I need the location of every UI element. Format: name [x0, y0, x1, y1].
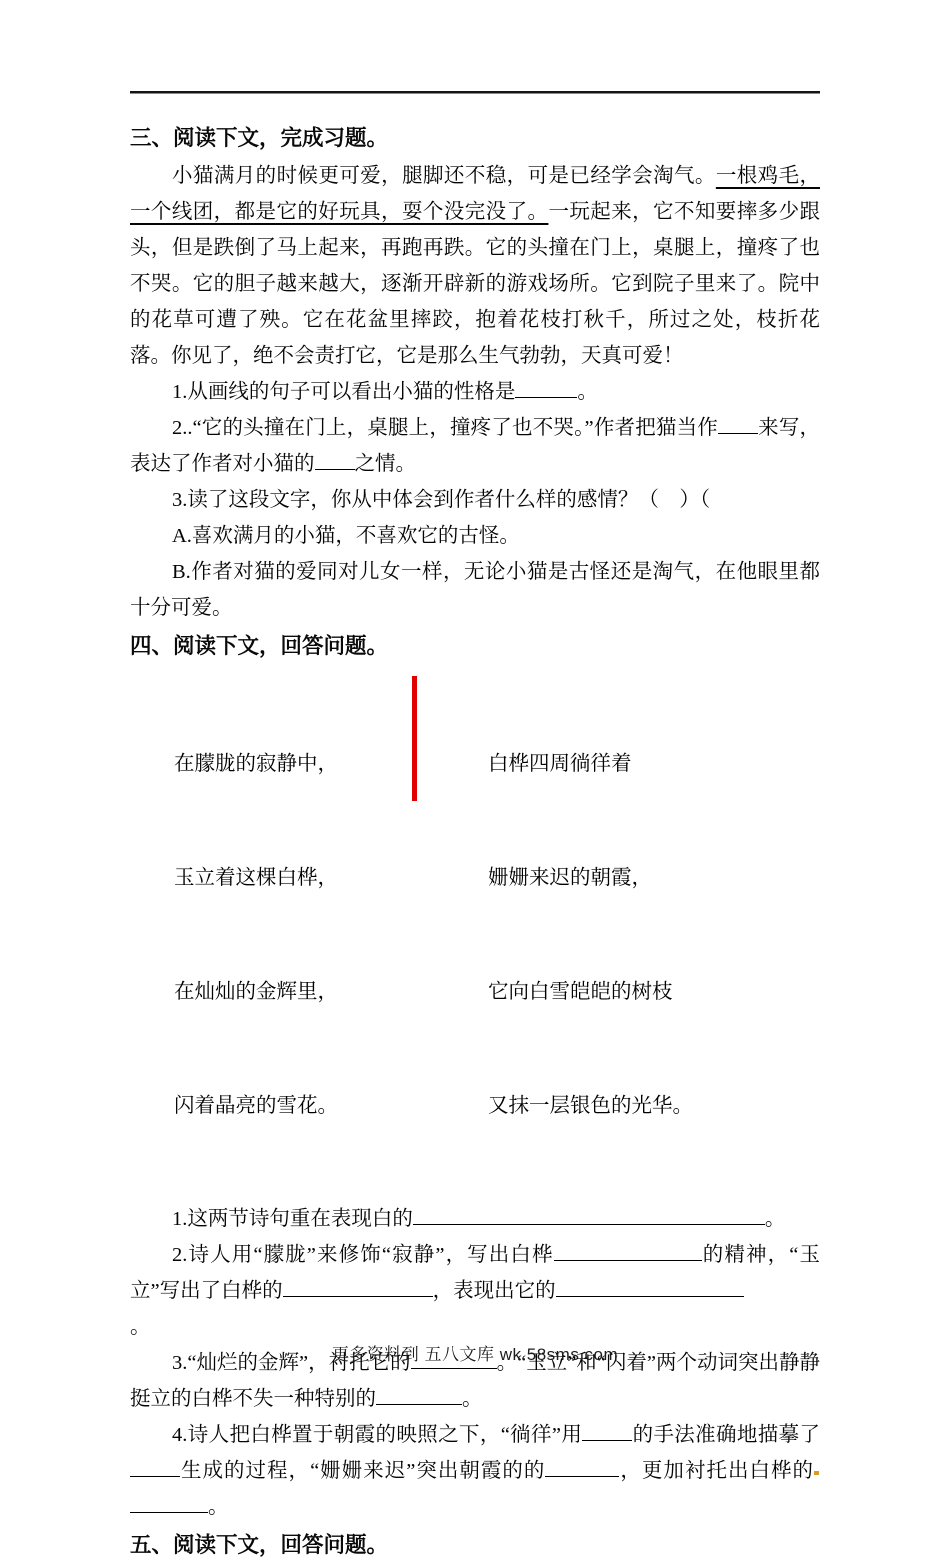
question-text: 的手法准确地描摹了: [632, 1424, 820, 1446]
poem-line: 玉立着这棵白桦，: [174, 867, 338, 889]
red-divider-line: [412, 676, 417, 801]
orange-mark-dot: [814, 1471, 819, 1475]
fill-in-blank: [130, 1457, 180, 1477]
fill-in-blank: [545, 1457, 619, 1477]
section-4-question-2-period: 。: [130, 1316, 151, 1338]
question-text: 4.诗人把白桦置于朝霞的映照之下，“徜徉”用: [172, 1424, 583, 1446]
fill-in-blank: [283, 1277, 433, 1297]
section-4-question-4: [130, 1417, 820, 1525]
poem-line: 白桦四周徜徉着: [488, 753, 632, 775]
section-3-option-b: B.作者对猫的爱同对儿女一样，无论小猫是古怪还是淘气，在他眼里都十分可爱。: [130, 561, 820, 619]
poem-line: 在灿灿的金辉里，: [174, 981, 338, 1003]
fill-in-blank: [376, 1385, 462, 1405]
question-text: 来写，表达了作者对小猫的: [130, 417, 821, 475]
section-3-question-3: 3.读了这段文字，你从中体会到作者什么样的感情？（ ）（: [172, 489, 711, 511]
section-5-heading: 五、阅读下文，回答问题。: [130, 1533, 389, 1557]
poem-line: 闪着晶亮的雪花。: [174, 1095, 338, 1117]
poem-line: 它向白雪皑皑的树枝: [488, 981, 673, 1003]
question-text: 。: [462, 1388, 483, 1410]
passage-text-pre: 小猫满月的时候更可爱，腿脚还不稳，可是已经学会淘气。: [172, 165, 716, 187]
question-text: 。: [208, 1496, 229, 1518]
question-text: 之情。: [354, 453, 416, 475]
passage-underlined-sentence: 一根鸡毛，一个线团，都是它的好玩具，耍个没完没了。: [130, 165, 821, 223]
fill-in-blank: [556, 1277, 744, 1297]
fill-in-blank: [130, 1493, 208, 1513]
fill-in-blank: [718, 414, 758, 434]
poem-block: [130, 669, 820, 1201]
section-3-heading: 三、阅读下文，完成习题。: [130, 126, 389, 150]
section-3-question-1: [130, 374, 820, 410]
fill-in-blank: [413, 1205, 765, 1225]
passage-text-post: 一玩起来，它不知要摔多少跟头，但是跌倒了马上起来，再跑再跌。它的头撞在门上，桌腿上，撞疼了也不哭。它的胆子越来越大，逐渐开辟新的游戏场所。它到院子里来了。院中的花草可遭了殃。它在花盆里摔跤，抱着花枝打秋千，所过之处，枝折花落。你见了，绝不会责打它，它是那么生气勃勃，天真可爱！: [130, 201, 820, 367]
section-4-heading: 四、阅读下文，回答问题。: [130, 634, 389, 658]
poem-line: 姗姗来迟的朝霞，: [488, 867, 652, 889]
question-text: 。: [577, 381, 598, 403]
section-4-question-2: [130, 1237, 820, 1309]
question-text: 。“玉立”和“闪着”两个动词突出静静挺立的白桦不失一种特别的: [130, 1352, 820, 1410]
poem-stanza-right: [417, 669, 693, 1201]
question-text: 的精神，“玉立”写出了白桦的: [130, 1244, 820, 1302]
fill-in-blank: [582, 1421, 632, 1441]
question-text: 3.“灿烂的金辉”，衬托它的: [172, 1352, 411, 1374]
question-text: 2.诗人用“朦胧”来修饰“寂静”，写出白桦: [172, 1244, 554, 1266]
question-text: 。: [764, 1208, 786, 1230]
section-3-option-a: A.喜欢满月的小猫，不喜欢它的古怪。: [172, 525, 520, 547]
fill-in-blank: [515, 378, 577, 398]
fill-in-blank: [554, 1241, 702, 1261]
question-text: 1.从画线的句子可以看出小猫的性格是: [172, 381, 516, 403]
poem-line: 又抹一层银色的光华。: [488, 1095, 693, 1117]
worksheet-page: [0, 91, 950, 1557]
question-text: 1.这两节诗句重在表现白的: [172, 1208, 413, 1230]
poem-line: 在朦胧的寂静中，: [174, 753, 338, 775]
section-3-question-2: [130, 410, 820, 482]
page-footer: 更多资料到 五八文库 wk.58sms.com: [331, 1345, 619, 1364]
poem-stanza-left: [130, 669, 417, 1201]
question-text: ，表现出它的: [432, 1280, 556, 1302]
question-text: ，更加衬托出白桦的: [619, 1460, 815, 1482]
section-3-passage: [130, 158, 820, 374]
question-text: 2..“它的头撞在门上，桌腿上，撞疼了也不哭。”作者把猫当作: [172, 417, 718, 439]
question-text: 生成的过程，“姗姗来迟”突出朝霞的的: [180, 1460, 546, 1482]
header-divider-line: [130, 91, 820, 94]
section-4-question-1: [130, 1201, 820, 1237]
fill-in-blank: [315, 450, 355, 470]
